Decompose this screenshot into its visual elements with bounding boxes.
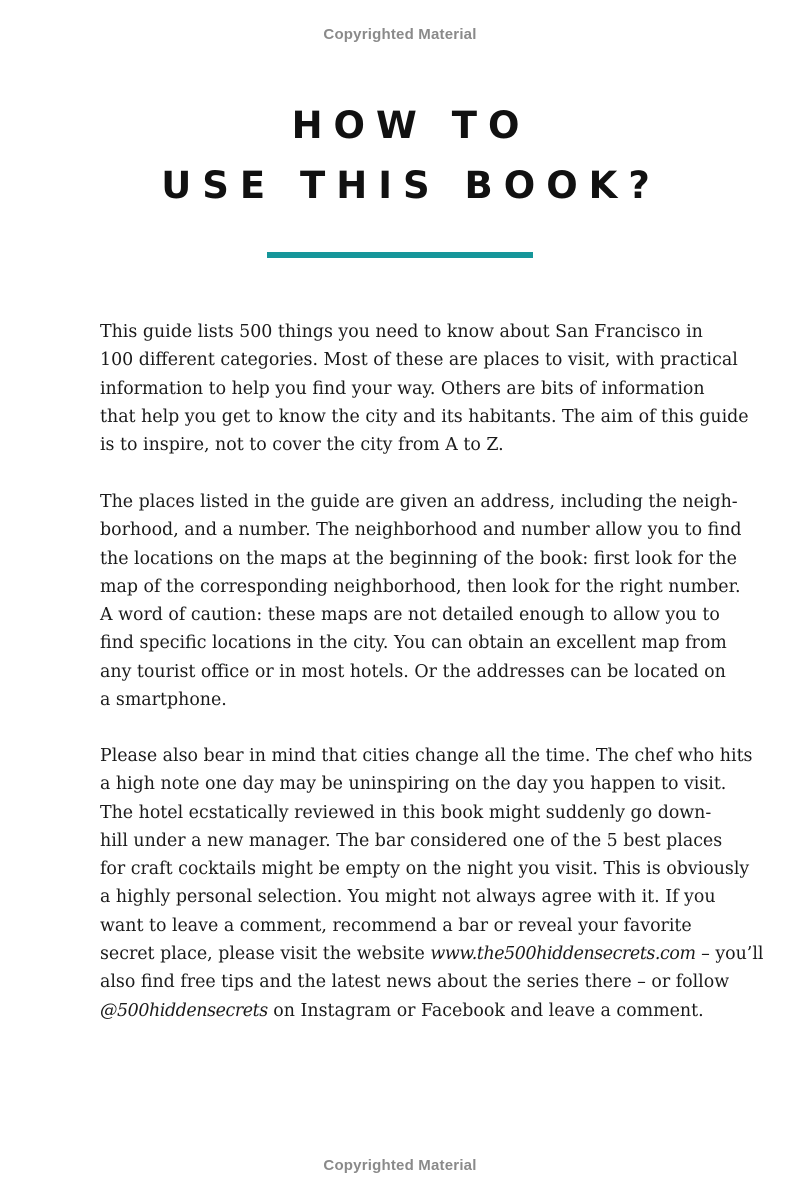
text-line: for craft cocktails might be empty on the night you visit. This is obviously (100, 859, 750, 880)
text-fragment: on Instagram or Facebook and leave a comment. (267, 1000, 704, 1021)
text-line (100, 940, 764, 968)
text-line: want to leave a comment, recommend a bar or reveal your favorite (100, 915, 692, 936)
copyright-watermark-bottom: Copyrighted Material (323, 1157, 477, 1174)
text-line: A word of caution: these maps are not detailed enough to allow you to (100, 605, 720, 626)
text-line: This guide lists 500 things you need to know about San Francisco in (100, 322, 703, 342)
accent-divider (267, 252, 533, 258)
text-fragment: – you’ll (695, 944, 764, 965)
text-line: The hotel ecstatically reviewed in this book might suddenly go down- (100, 802, 712, 823)
page-title-line-2: USE THIS BOOK? (161, 164, 661, 207)
text-line: a smartphone. (100, 690, 227, 711)
text-line (100, 997, 722, 1025)
paragraph-disclaimer (100, 742, 764, 1025)
text-line: is to inspire, not to cover the city from A to Z. (100, 435, 504, 456)
paragraph-maps (100, 488, 742, 714)
text-line: find specific locations in the city. You can obtain an excellent map from (100, 633, 727, 654)
text-line: a high note one day may be uninspiring on the day you happen to visit. (100, 774, 727, 795)
paragraph-intro (100, 318, 749, 459)
text-line: a highly personal selection. You might not always agree with it. If you (100, 887, 716, 908)
text-line: map of the corresponding neighborhood, then look for the right number. (100, 576, 741, 597)
text-line: information to help you find your way. Others are bits of information (100, 378, 705, 399)
text-line: Please also bear in mind that cities change all the time. The chef who hits (100, 746, 753, 766)
text-line: the locations on the maps at the beginning of the book: first look for the (100, 548, 737, 569)
website-link[interactable]: www.the500hiddensecrets.com (430, 944, 696, 965)
social-handle-link[interactable]: @500hiddensecrets (100, 1000, 268, 1021)
text-line: that help you get to know the city and its habitants. The aim of this guide (100, 406, 749, 427)
text-line: 100 different categories. Most of these are places to visit, with practical (100, 350, 738, 371)
text-line: borhood, and a number. The neighborhood and number allow you to find (100, 520, 742, 541)
text-fragment: secret place, please visit the website (100, 944, 431, 965)
page-title-line-1: HOW TO (291, 104, 531, 147)
text-line: hill under a new manager. The bar considered one of the 5 best places (100, 830, 723, 851)
text-line: any tourist office or in most hotels. Or the addresses can be located on (100, 661, 726, 682)
text-line: The places listed in the guide are given an address, including the neigh- (100, 492, 738, 512)
copyright-watermark-top: Copyrighted Material (323, 26, 477, 43)
text-line: also find free tips and the latest news about the series there – or follow (100, 972, 730, 993)
